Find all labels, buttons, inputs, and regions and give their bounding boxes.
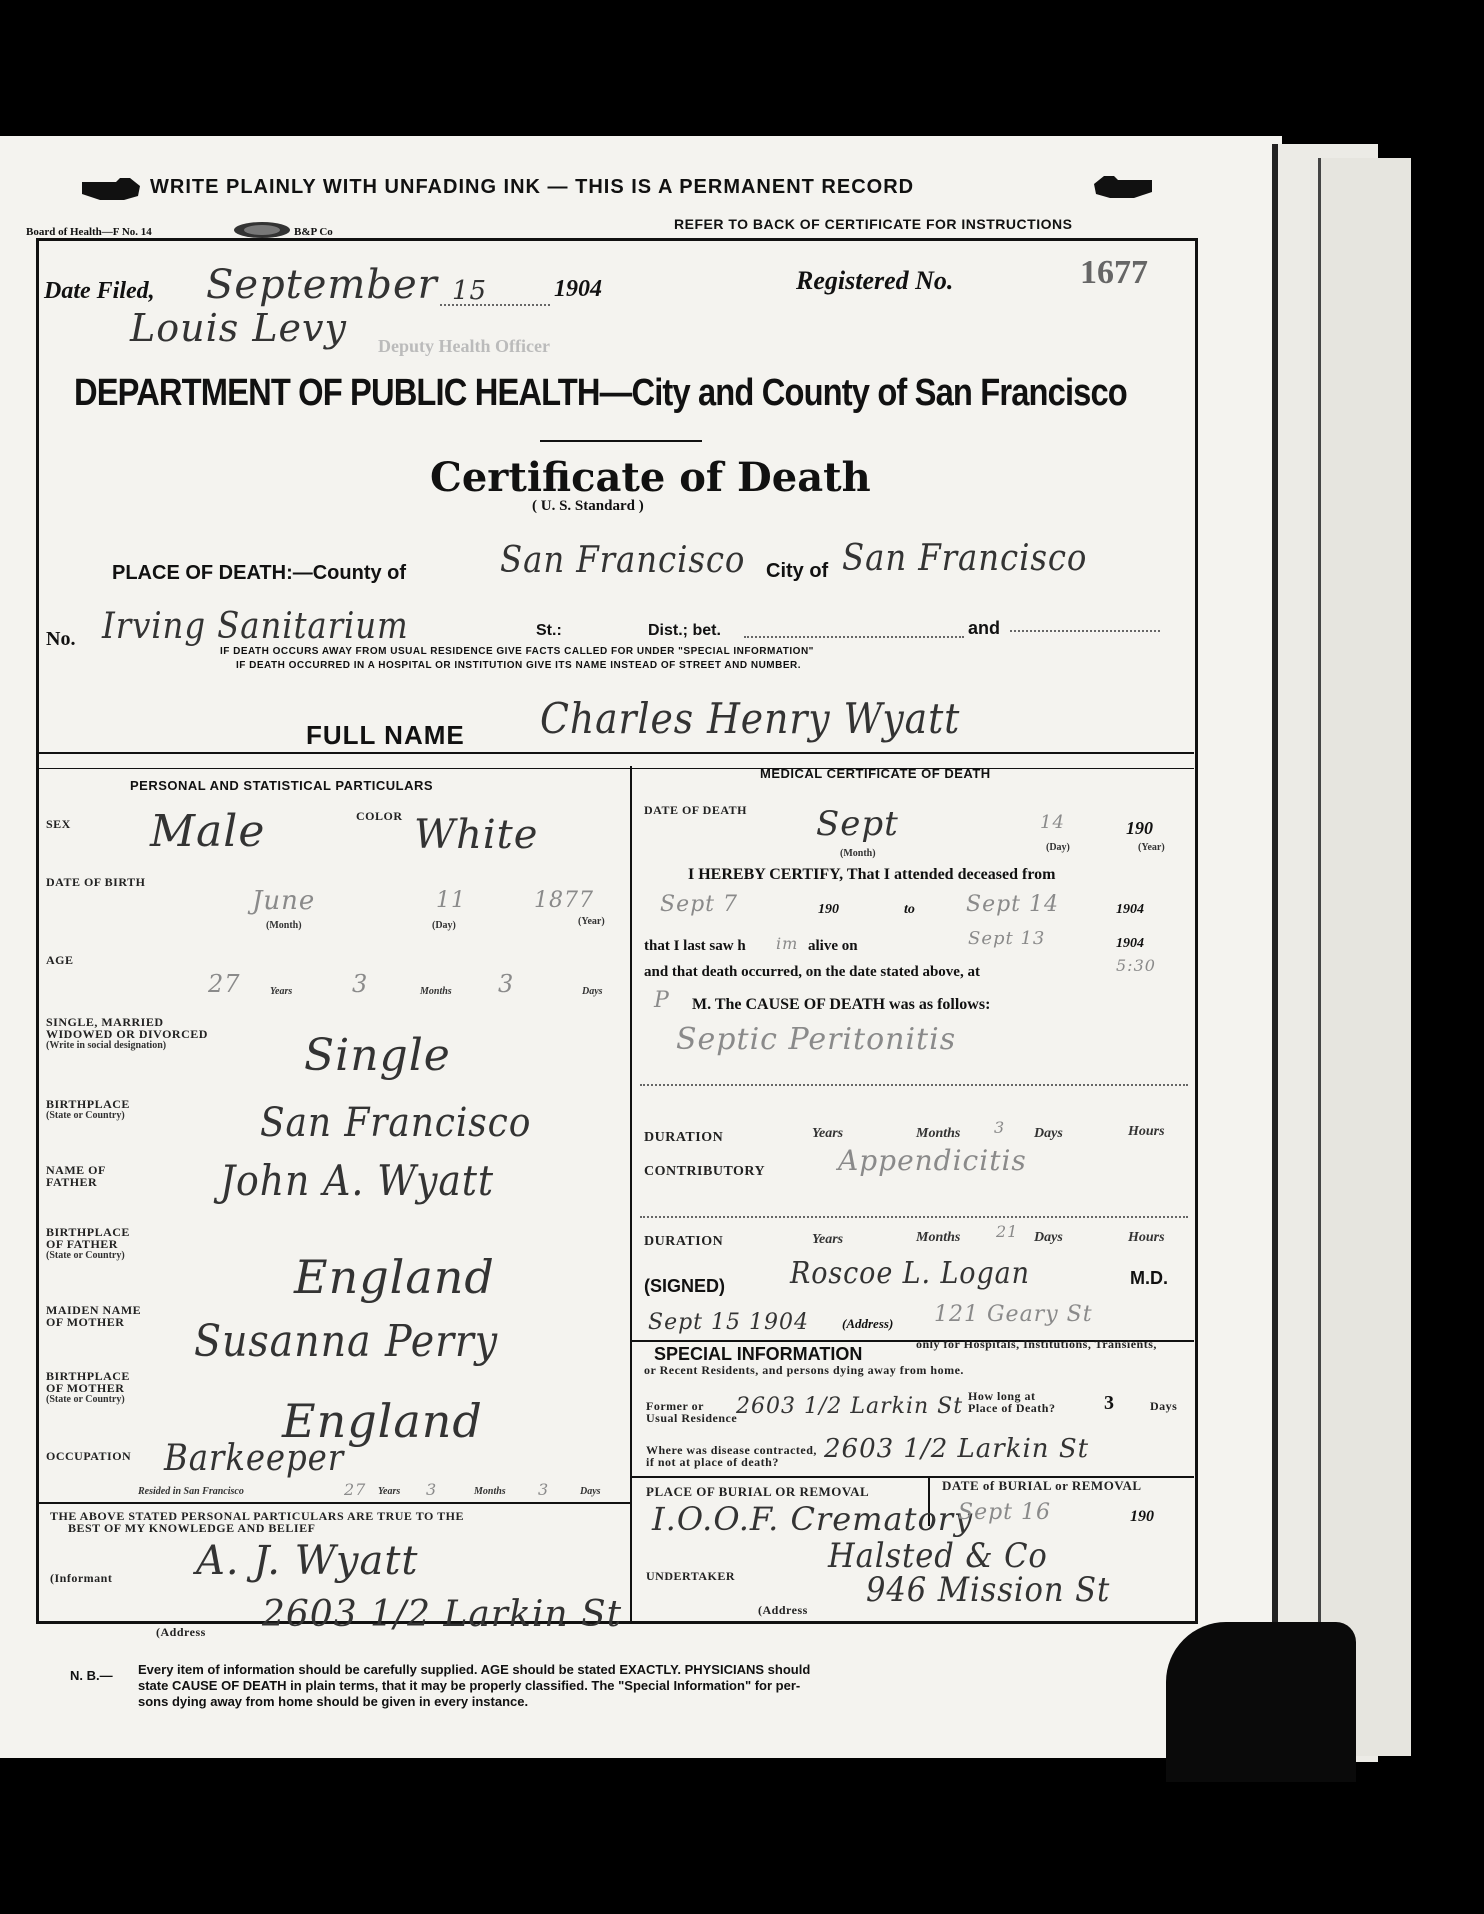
marital-label-3: (Write in social designation)	[46, 1040, 167, 1051]
resided-years: 27	[344, 1480, 367, 1499]
duration-1-days-value: 3	[994, 1118, 1006, 1137]
duration-1-hours: Hours	[1128, 1124, 1165, 1139]
signed-label: (SIGNED)	[644, 1276, 725, 1296]
age-days-caption: Days	[582, 986, 603, 997]
color-value: White	[414, 812, 539, 858]
mother-label-1: MAIDEN NAME	[46, 1303, 142, 1317]
burial-date: Sept 16	[958, 1500, 1052, 1525]
resided-days: 3	[538, 1480, 550, 1499]
dod-month-caption: (Month)	[840, 848, 876, 859]
registered-label: Registered No.	[796, 266, 954, 295]
duration-2-label: DURATION	[644, 1234, 724, 1249]
age-months: 3	[352, 970, 369, 998]
contracted-label-1: Where was disease contracted,	[646, 1443, 817, 1457]
footnote-line-1: Every item of information should be carefully supplied. AGE should be stated EXACTLY. PHYSICIANS should	[138, 1662, 811, 1677]
full-name-value: Charles Henry Wyatt	[540, 694, 961, 743]
undertaker-value: Halsted & Co	[828, 1536, 1048, 1576]
cause-value: Septic Peritonitis	[676, 1022, 957, 1057]
resided-days-caption: Days	[580, 1486, 601, 1497]
duration-1-months: Months	[916, 1126, 961, 1141]
age-days: 3	[498, 970, 515, 998]
dob-day-caption: (Day)	[432, 920, 456, 931]
pointing-hand-icon	[80, 176, 142, 202]
special-note-1: only for Hospitals, Institutions, Transients,	[916, 1337, 1157, 1351]
certificate-subtitle: ( U. S. Standard )	[532, 498, 644, 514]
duration-2-months: Months	[916, 1230, 961, 1245]
duration-1-years: Years	[812, 1126, 844, 1141]
howlong-label-2: Place of Death?	[968, 1401, 1056, 1415]
physician-address: 121 Geary St	[934, 1302, 1093, 1327]
dod-month: Sept	[816, 804, 899, 844]
physician-signature: Roscoe L. Logan	[790, 1256, 1030, 1291]
howlong-label-1: How long at	[968, 1389, 1036, 1403]
mother-value: Susanna Perry	[194, 1316, 499, 1367]
true-statement-2: BEST OF MY KNOWLEDGE AND BELIEF	[68, 1521, 316, 1535]
resided-years-caption: Years	[378, 1486, 401, 1497]
undertaker-address: 946 Mission St	[866, 1570, 1111, 1610]
physician-address-label: (Address)	[842, 1316, 894, 1331]
dob-day: 11	[436, 888, 466, 913]
special-note-2: or Recent Residents, and persons dying away from home.	[644, 1363, 964, 1377]
duration-2-days-value: 21	[996, 1222, 1019, 1241]
cause-label: M. The CAUSE OF DEATH was as follows:	[692, 996, 991, 1013]
last-saw-year: 1904	[1116, 936, 1144, 951]
dod-day-caption: (Day)	[1046, 842, 1070, 853]
contracted-value: 2603 1/2 Larkin St	[824, 1434, 1090, 1464]
county-value: San Francisco	[500, 540, 746, 581]
howlong-days: Days	[1150, 1399, 1178, 1413]
occupation-value: Barkeeper	[164, 1438, 345, 1479]
father-bp-value: England	[294, 1250, 495, 1304]
place-note-2: IF DEATH OCCURRED IN A HOSPITAL OR INSTITUTION GIVE ITS NAME INSTEAD OF STREET AND NUMBER.	[236, 660, 802, 671]
dob-year-caption: (Year)	[578, 916, 605, 927]
seal-icon	[232, 220, 292, 240]
duration-2-days: Days	[1034, 1230, 1063, 1245]
dob-label: DATE OF BIRTH	[46, 875, 146, 889]
special-heading: SPECIAL INFORMATION	[654, 1344, 863, 1364]
city-label: City of	[766, 560, 829, 582]
last-saw-label: that I last saw h	[644, 938, 746, 954]
department-heading: DEPARTMENT OF PUBLIC HEALTH—City and County of San Francisco	[74, 372, 1127, 414]
street-label: St.:	[536, 622, 562, 639]
deputy-signature: Louis Levy	[130, 306, 347, 350]
contributory-value: Appendicitis	[838, 1144, 1027, 1177]
medical-heading: MEDICAL CERTIFICATE OF DEATH	[760, 766, 991, 781]
attended-to-label: to	[904, 902, 915, 917]
full-name-label: FULL NAME	[306, 720, 465, 750]
duration-1-label: DURATION	[644, 1130, 724, 1145]
father-bp-label-2: OF FATHER	[46, 1237, 118, 1251]
street-no-label: No.	[46, 628, 76, 650]
date-filed-label: Date Filed,	[44, 278, 155, 304]
form-number: Board of Health—F No. 14	[26, 226, 152, 238]
registered-number: 1677	[1080, 254, 1148, 291]
duration-2-years: Years	[812, 1232, 844, 1247]
date-filed-month: September	[206, 262, 438, 308]
burial-place: I.O.O.F. Crematory	[652, 1500, 974, 1538]
duration-1-days: Days	[1034, 1126, 1063, 1141]
dod-label: DATE OF DEATH	[644, 803, 747, 817]
resided-label: Resided in San Francisco	[138, 1486, 244, 1497]
resided-months: 3	[426, 1480, 438, 1499]
informant-label: (Informant	[50, 1571, 113, 1585]
marital-label-1: SINGLE, MARRIED	[46, 1015, 164, 1029]
birthplace-value: San Francisco	[260, 1100, 532, 1146]
undertaker-address-label: (Address	[758, 1603, 808, 1617]
place-note-1: IF DEATH OCCURS AWAY FROM USUAL RESIDENCE GIVE FACTS CALLED FOR UNDER "SPECIAL INFORMATION"	[220, 646, 814, 657]
mother-label-2: OF MOTHER	[46, 1315, 125, 1329]
father-value: John A. Wyatt	[220, 1156, 494, 1205]
former-label-1: Former or	[646, 1399, 704, 1413]
true-statement-1: THE ABOVE STATED PERSONAL PARTICULARS ARE TRUE TO THE	[50, 1509, 464, 1523]
attended-to-year: 1904	[1116, 902, 1144, 917]
sex-value: Male	[150, 806, 266, 857]
death-ampm: P	[654, 988, 670, 1013]
footnote-line-2: state CAUSE OF DEATH in plain terms, that it may be properly classified. The "Special Information" for per-	[138, 1678, 801, 1693]
street-no-value: Irving Sanitarium	[102, 606, 409, 647]
burial-date-label: DATE of BURIAL or REMOVAL	[942, 1478, 1142, 1493]
color-label: COLOR	[356, 809, 403, 823]
banner-text: WRITE PLAINLY WITH UNFADING INK — THIS IS A PERMANENT RECORD	[150, 176, 915, 198]
father-bp-label-3: (State or Country)	[46, 1250, 125, 1261]
printer-mark: B&P Co	[294, 226, 333, 238]
city-value: San Francisco	[842, 538, 1088, 579]
dob-month-caption: (Month)	[266, 920, 302, 931]
place-of-death-label: PLACE OF DEATH:—County of	[112, 562, 407, 584]
pointing-hand-icon	[1092, 174, 1154, 200]
undertaker-label: UNDERTAKER	[646, 1569, 736, 1583]
contributory-label: CONTRIBUTORY	[644, 1164, 766, 1179]
informant-address: 2603 1/2 Larkin St	[262, 1594, 623, 1635]
contracted-label-2: if not at place of death?	[646, 1455, 779, 1469]
former-label-2: Usual Residence	[646, 1411, 738, 1425]
dob-month: June	[252, 886, 316, 916]
md-label: M.D.	[1130, 1268, 1168, 1288]
alive-on-label: alive on	[808, 938, 858, 954]
refer-instructions: REFER TO BACK OF CERTIFICATE FOR INSTRUCTIONS	[674, 216, 1073, 232]
former-residence: 2603 1/2 Larkin St	[736, 1394, 964, 1419]
father-bp-label-1: BIRTHPLACE	[46, 1225, 130, 1239]
deputy-title-stamp: Deputy Health Officer	[378, 336, 550, 356]
age-years: 27	[208, 970, 241, 998]
age-years-caption: Years	[270, 986, 293, 997]
thumb-shadow	[1166, 1622, 1356, 1782]
date-filed-year: 1904	[554, 276, 602, 302]
dob-year: 1877	[534, 888, 594, 913]
district-label: Dist.; bet.	[648, 622, 721, 639]
personal-heading: PERSONAL AND STATISTICAL PARTICULARS	[130, 778, 434, 793]
birthplace-label-1: BIRTHPLACE	[46, 1097, 130, 1111]
footnote-nb: N. B.—	[70, 1668, 113, 1683]
attended-from-year: 190	[818, 902, 839, 917]
father-label-2: FATHER	[46, 1175, 98, 1189]
and-label: and	[968, 618, 1001, 638]
mother-bp-label-1: BIRTHPLACE	[46, 1369, 130, 1383]
marital-label-2: WIDOWED OR DIVORCED	[46, 1027, 208, 1041]
mother-bp-label-3: (State or Country)	[46, 1394, 125, 1405]
resided-months-caption: Months	[474, 1486, 506, 1497]
burial-year: 190	[1130, 1508, 1154, 1525]
birthplace-label-2: (State or Country)	[46, 1110, 125, 1121]
dod-day: 14	[1040, 812, 1065, 833]
father-label-1: NAME OF	[46, 1163, 106, 1177]
howlong-value: 3	[1104, 1392, 1114, 1414]
last-saw-date: Sept 13	[968, 928, 1046, 949]
mother-bp-value: England	[282, 1394, 483, 1448]
footnote-line-3: sons dying away from home should be given in every instance.	[138, 1694, 529, 1709]
occupation-label: OCCUPATION	[46, 1449, 132, 1463]
signed-date: Sept 15 1904	[648, 1310, 809, 1335]
last-saw-him: im	[776, 934, 799, 953]
informant-value: A. J. Wyatt	[196, 1538, 419, 1584]
mother-bp-label-2: OF MOTHER	[46, 1381, 125, 1395]
death-occurred-label: and that death occurred, on the date stated above, at	[644, 964, 980, 980]
duration-2-hours: Hours	[1128, 1230, 1165, 1245]
sex-label: SEX	[46, 817, 71, 831]
dod-year-caption: (Year)	[1138, 842, 1165, 853]
age-label: AGE	[46, 953, 74, 967]
death-time: 5:30	[1116, 956, 1156, 975]
age-months-caption: Months	[420, 986, 452, 997]
date-filed-day: 15	[452, 276, 488, 306]
adjacent-page-edge-2	[1318, 158, 1411, 1756]
marital-value: Single	[304, 1030, 451, 1081]
certificate-title: Certificate of Death	[430, 454, 871, 501]
burial-place-label: PLACE OF BURIAL OR REMOVAL	[646, 1484, 870, 1499]
certify-text: I HEREBY CERTIFY, That I attended deceased from	[688, 866, 1056, 883]
attended-from: Sept 7	[660, 892, 739, 917]
dod-year-printed: 190	[1126, 818, 1153, 838]
attended-to: Sept 14	[966, 892, 1060, 917]
informant-address-label: (Address	[156, 1625, 206, 1639]
